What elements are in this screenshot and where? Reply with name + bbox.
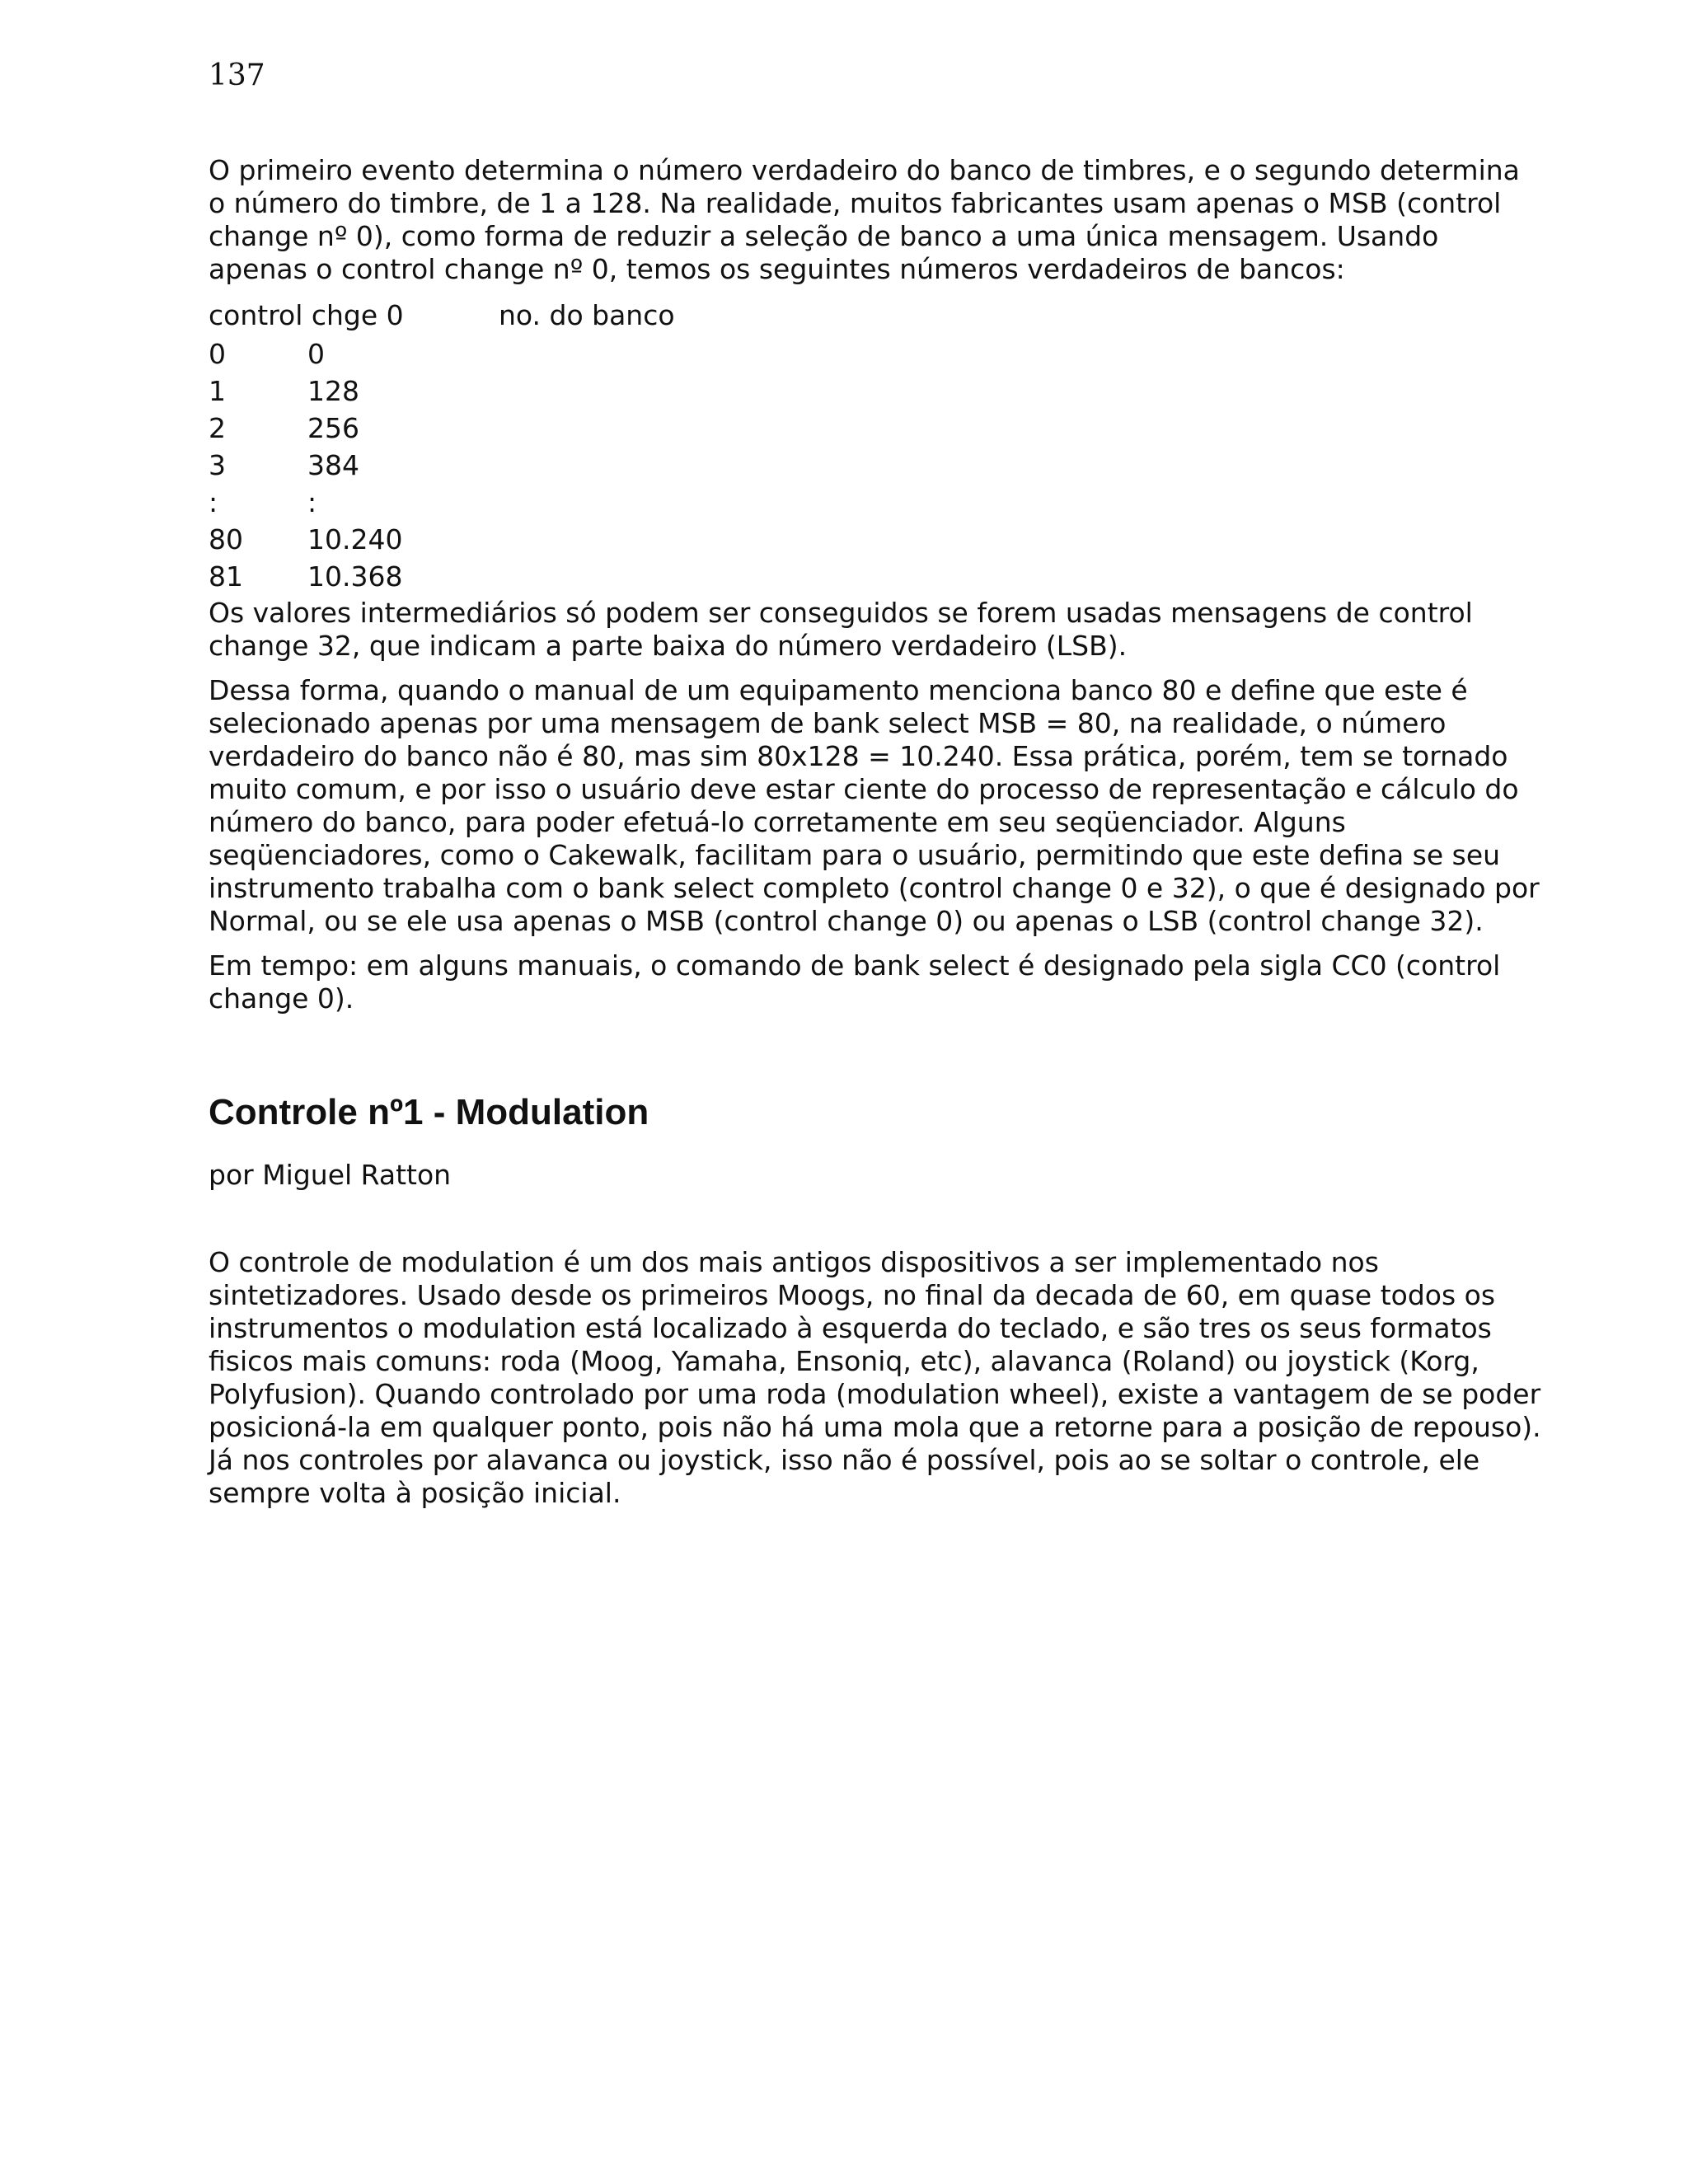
- bank-table-row: [209, 447, 1544, 484]
- bank-table-cell-bank: 10.240: [307, 523, 403, 555]
- paragraph-lsb-note: Os valores intermediários só podem ser conseguidos se forem usadas mensagens de control change 32, que indicam a parte baixa do número verdadeiro (LSB).: [209, 597, 1473, 662]
- bank-table-row: [209, 558, 1544, 595]
- section-heading: Controle nº1 - Modulation: [209, 1092, 649, 1132]
- bank-table-cell-bank: 0: [307, 338, 325, 370]
- bank-table-cell-bank: 256: [307, 412, 359, 444]
- bank-table-header: [209, 298, 1544, 334]
- bank-table-cell-cc: 1: [209, 375, 226, 407]
- bank-table-row: [209, 484, 1544, 521]
- bank-table-cell-cc: 81: [209, 560, 243, 593]
- page-content: [209, 154, 1544, 1510]
- author-byline: por Miguel Ratton: [209, 1159, 452, 1191]
- bank-table-cell-cc: 2: [209, 412, 226, 444]
- bank-table-row: [209, 521, 1544, 558]
- bank-table-cell-bank: 10.368: [307, 560, 403, 593]
- paragraph-modulation: O controle de modulation é um dos mais antigos dispositivos a ser implementado nos sintetizadores. Usado desde os primeiros Moogs, no final da decada de 60, em quase todos os instrumentos o modulation está localizado à esquerda do teclado, e são tres os seus formatos fisicos mais comuns: roda (Moog, Yamaha, Ensoniq, etc), alavanca (Roland) ou joystick (Korg, Polyfusion). Quando controlado por uma roda (modulation wheel), existe a vantagem de se poder posicioná-la em qualquer ponto, pois não há uma mola que a retorne para a posição de repouso). Já nos controles por alavanca ou joystick, isso não é possível, pois ao se soltar o controle, ele sempre volta à posição inicial.: [209, 1246, 1541, 1509]
- paragraph-intro: O primeiro evento determina o número verdadeiro do banco de timbres, e o segundo determina o número do timbre, de 1 a 128. Na realidade, muitos fabricantes usam apenas o MSB (control change nº 0), como forma de reduzir a seleção de banco a uma única mensagem. Usando apenas o control change nº 0, temos os seguintes números verdadeiros de bancos:: [209, 154, 1520, 285]
- bank-table-header-bank: no. do banco: [499, 299, 675, 331]
- bank-table-row: [209, 410, 1544, 447]
- bank-table-header-cc: control chge 0: [209, 299, 404, 331]
- bank-table-cell-cc: :: [209, 486, 218, 518]
- paragraph-msb-explanation: Dessa forma, quando o manual de um equipamento menciona banco 80 e define que este é selecionado apenas por uma mensagem de bank select MSB = 80, na realidade, o número verdadeiro do banco não é 80, mas sim 80x128 = 10.240. Essa prática, porém, tem se tornado muito comum, e por isso o usuário deve estar ciente do processo de representação e cálculo do número do banco, para poder efetuá-lo corretamente em seu seqüenciador. Alguns seqüenciadores, como o Cakewalk, facilitam para o usuário, permitindo que este defina se seu instrumento trabalha com o bank select completo (control change 0 e 32), o que é designado por Normal, ou se ele usa apenas o MSB (control change 0) ou apenas o LSB (control change 32).: [209, 674, 1540, 937]
- page-number: 137: [209, 59, 265, 92]
- bank-table-row: [209, 335, 1544, 373]
- bank-table-cell-bank: 128: [307, 375, 359, 407]
- bank-table: [209, 298, 1544, 595]
- bank-table-cell-cc: 0: [209, 338, 226, 370]
- bank-table-cell-cc: 3: [209, 449, 226, 481]
- bank-table-row: [209, 373, 1544, 410]
- bank-table-cell-bank: :: [307, 486, 317, 518]
- bank-table-cell-bank: 384: [307, 449, 359, 481]
- bank-table-cell-cc: 80: [209, 523, 243, 555]
- paragraph-cc0-note: Em tempo: em alguns manuais, o comando de bank select é designado pela sigla CC0 (control change 0).: [209, 949, 1501, 1015]
